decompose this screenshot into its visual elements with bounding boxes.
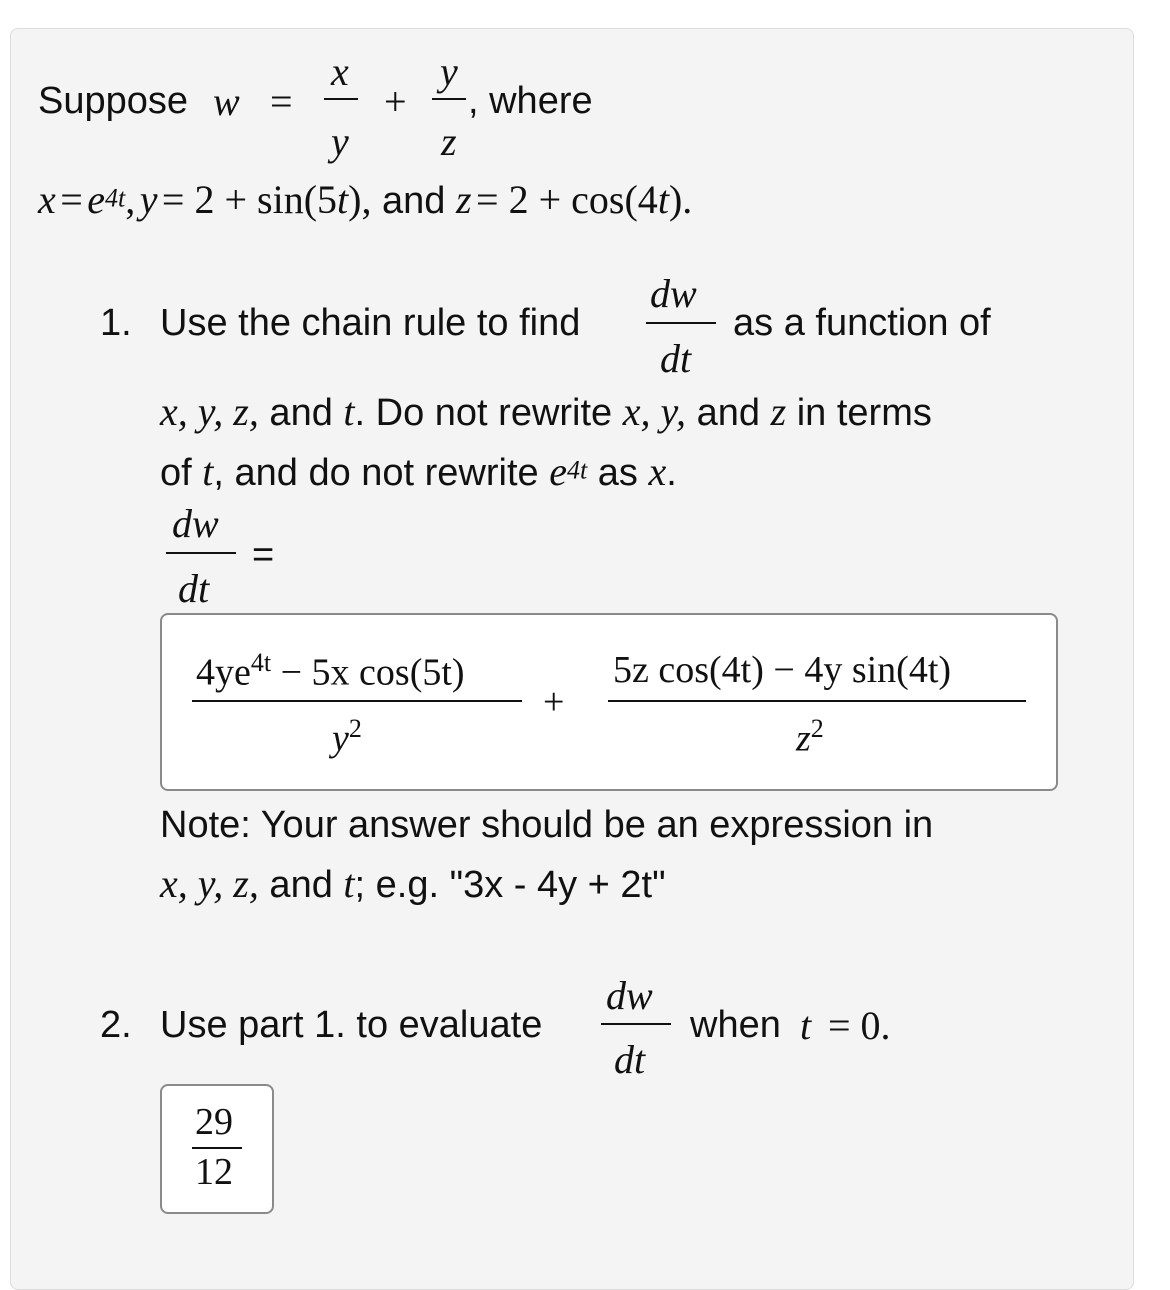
frac1-numerator: x xyxy=(331,49,349,94)
suppose-label: Suppose xyxy=(38,80,189,122)
item1-number: 1. xyxy=(100,302,132,344)
term: − 5x cos(5t) xyxy=(271,651,465,694)
dw-numerator: dw xyxy=(650,271,697,316)
e-base: e xyxy=(87,177,105,222)
answer1-plus: + xyxy=(543,681,565,723)
example-text: ; e.g. "3x - 4y + 2t" xyxy=(354,864,666,906)
z-variable: z xyxy=(770,389,787,434)
x-variable: x xyxy=(648,449,667,494)
variables: x, y, z, xyxy=(160,861,259,906)
comma: , xyxy=(125,177,136,222)
z-expression: = 2 + cos(4 xyxy=(476,177,658,222)
and-label: and xyxy=(258,392,344,434)
exponent: 2 xyxy=(348,714,362,743)
dt-denominator: dt xyxy=(660,336,692,381)
z-variable: z xyxy=(796,717,811,760)
answer1-left-bar xyxy=(192,700,522,702)
close-paren: ). xyxy=(668,177,693,222)
t-variable: t xyxy=(800,1003,812,1048)
lhs-equals: = xyxy=(252,534,275,576)
and-label: and xyxy=(686,392,771,434)
e-base: e xyxy=(549,449,567,494)
and-label: and xyxy=(258,864,344,906)
item1-line3 xyxy=(160,448,677,495)
t-variable: t xyxy=(657,177,669,222)
period: . xyxy=(666,452,677,494)
variables: x, y, z, xyxy=(160,389,259,434)
instruction-text: as xyxy=(587,452,649,494)
variables: x, y, xyxy=(622,389,687,434)
w-variable: w xyxy=(213,79,240,124)
close-paren: ), xyxy=(348,177,372,222)
note-line2 xyxy=(160,860,666,907)
and-label: and xyxy=(371,180,457,222)
instruction-text: of xyxy=(160,452,203,494)
lhs-dt: dt xyxy=(178,566,210,611)
z-variable: z xyxy=(456,177,472,222)
x-variable: x xyxy=(38,177,56,222)
exponent: 4t xyxy=(567,455,588,485)
answer1-left-numerator xyxy=(196,648,465,695)
term: 4ye xyxy=(196,651,251,694)
equals-zero: = 0. xyxy=(828,1003,891,1048)
instruction-text: . Do not rewrite xyxy=(354,392,623,434)
instruction-text: in terms xyxy=(786,392,932,434)
t-variable: t xyxy=(343,861,355,906)
t-variable: t xyxy=(202,449,214,494)
item1-text: Use the chain rule to find xyxy=(160,302,581,344)
frac2-denominator: z xyxy=(441,119,457,164)
frac1-bar xyxy=(324,98,358,100)
answer2-numerator: 29 xyxy=(195,1101,233,1143)
y-variable: y xyxy=(139,177,158,222)
frac1-denominator: y xyxy=(331,119,349,164)
item1-line2 xyxy=(160,388,932,435)
instruction-text: , and do not rewrite xyxy=(213,452,550,494)
dw-numerator: dw xyxy=(606,973,653,1018)
plus-sign: + xyxy=(384,79,407,124)
frac2-numerator: y xyxy=(440,49,458,94)
exponent: 4t xyxy=(250,648,272,677)
answer1-left-denominator xyxy=(332,714,362,761)
term: 5z cos(4t) − 4y sin(4t) xyxy=(613,649,952,691)
lhs-dw: dw xyxy=(172,501,219,546)
answer2-bar xyxy=(192,1147,242,1149)
item1-text-b: as a function of xyxy=(733,302,991,344)
frac2-bar xyxy=(432,98,466,100)
where-label: , where xyxy=(468,80,593,122)
y-expression: = 2 + sin(5 xyxy=(161,177,338,222)
definitions-line xyxy=(38,176,692,223)
exponent: 2 xyxy=(810,714,824,743)
y-variable: y xyxy=(332,717,349,760)
equals-sign: = xyxy=(270,79,293,124)
dt-denominator: dt xyxy=(614,1037,646,1082)
note-text: Note: Your answer should be an expression in xyxy=(160,804,934,846)
answer1-right-denominator xyxy=(796,714,824,761)
answer1-right-bar xyxy=(608,700,1026,702)
derivative-bar xyxy=(601,1023,671,1025)
answer2-denominator: 12 xyxy=(195,1151,233,1193)
equals-sign: = xyxy=(60,177,83,222)
answer1-right-numerator xyxy=(613,648,951,692)
when-label: when xyxy=(690,1004,781,1046)
item2-text: Use part 1. to evaluate xyxy=(160,1004,543,1046)
t-variable: t xyxy=(343,389,355,434)
exponent: 4t xyxy=(105,183,126,213)
item2-number: 2. xyxy=(100,1004,132,1046)
derivative-bar xyxy=(646,322,716,324)
answer-field-1[interactable] xyxy=(160,613,1058,791)
t-variable: t xyxy=(337,177,349,222)
lhs-bar xyxy=(166,552,236,554)
